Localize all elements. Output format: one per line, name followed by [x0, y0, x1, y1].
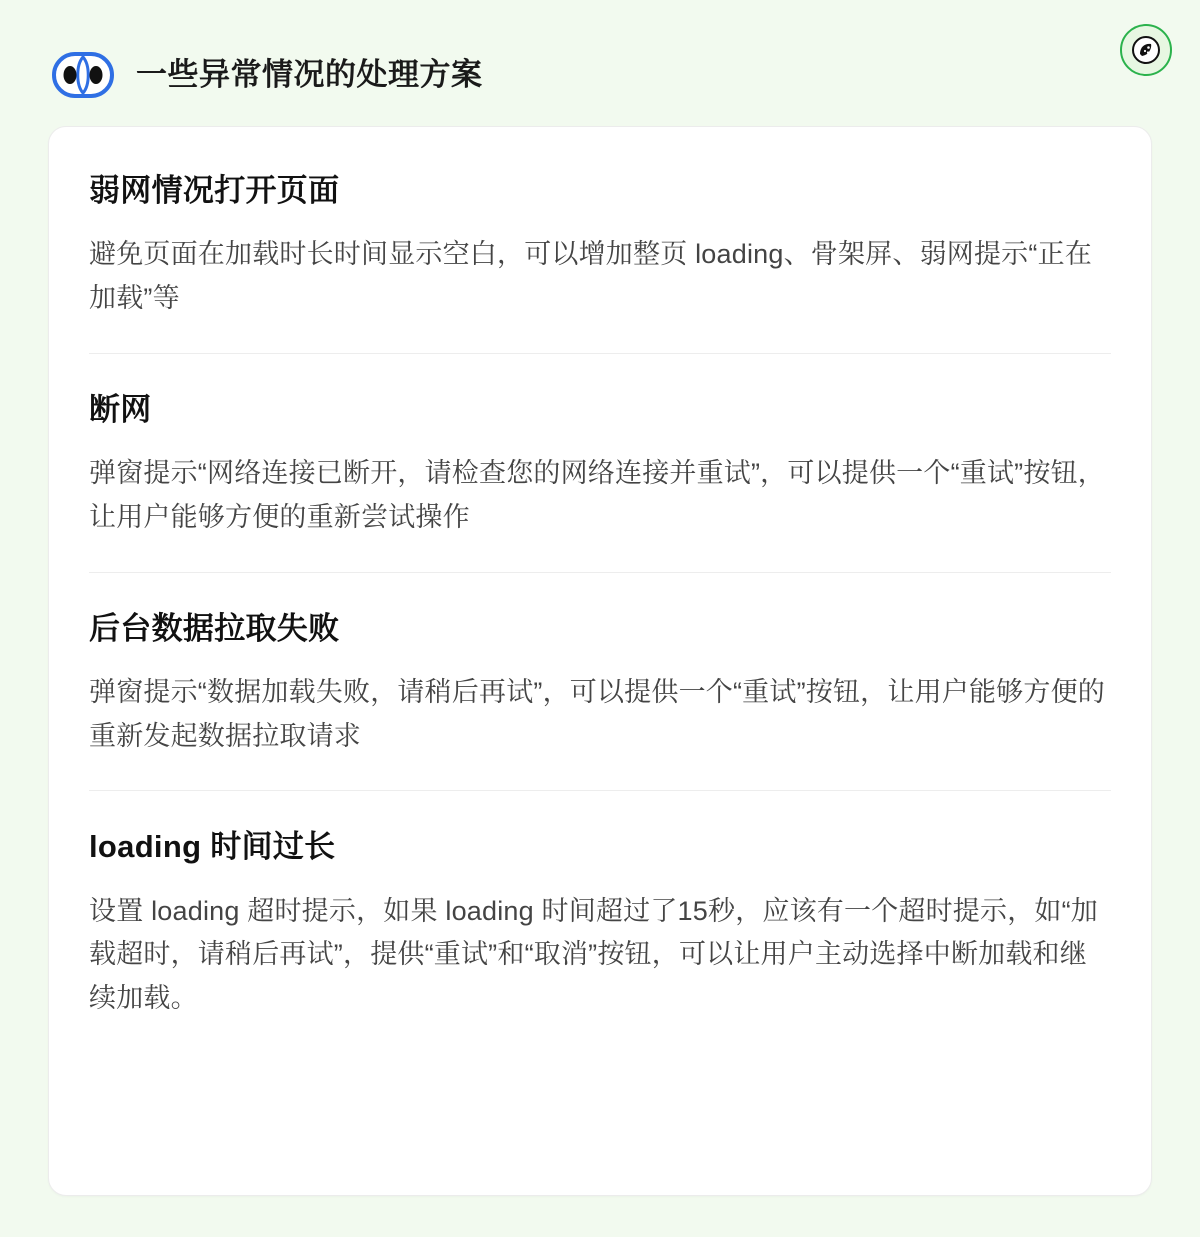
section-data-fetch-failure — [89, 572, 1111, 759]
section-offline — [89, 353, 1111, 540]
content-card — [48, 126, 1152, 1196]
double-eye-logo-icon — [52, 52, 114, 98]
section-loading-timeout — [89, 790, 1111, 1021]
section-body: 弹窗提示“数据加载失败，请稍后再试”，可以提供一个“重试”按钮，让用户能够方便的重新发起数据拉取请求 — [89, 676, 1105, 751]
section-title: 后台数据拉取失败 — [89, 610, 340, 646]
section-weak-network — [89, 171, 1111, 321]
section-title: 断网 — [89, 391, 152, 427]
section-title: 弱网情况打开页面 — [89, 173, 340, 208]
section-title: loading 时间过长 — [89, 829, 336, 865]
section-body: 避免页面在加载时长时间显示空白，可以增加整页 loading、骨架屏、弱网提示“正在加载”等 — [89, 239, 1092, 314]
section-body: 设置 loading 超时提示，如果 loading 时间超过了15秒，应该有一个超时提示，如“加载超时，请稍后再试”，提供“重试”和“取消”按钮，可以让用户主动选择中断加载和继续加载。 — [89, 895, 1098, 1014]
page-header — [48, 40, 1152, 110]
section-body: 弹窗提示“网络连接已断开，请检查您的网络连接并重试”，可以提供一个“重试”按钮，让用户能够方便的重新尝试操作 — [89, 458, 1105, 532]
bird-avatar-icon — [1120, 24, 1172, 76]
page-title: 一些异常情况的处理方案 — [136, 57, 483, 93]
